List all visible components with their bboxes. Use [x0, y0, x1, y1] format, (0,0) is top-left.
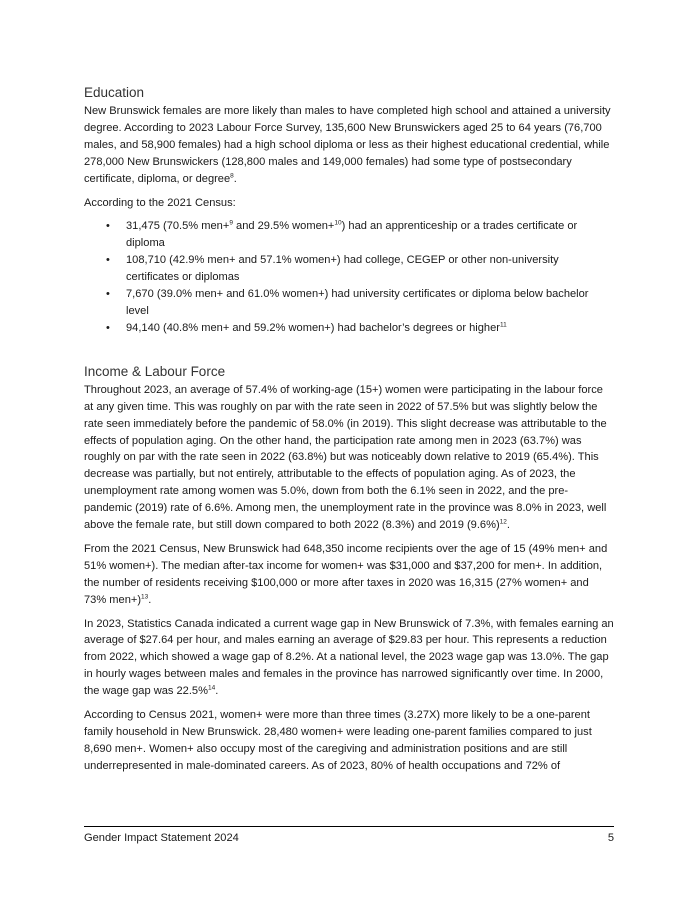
page-content [84, 84, 614, 782]
education-paragraph-text: New Brunswick females are more likely than males to have completed high school and attained a university degree. According to 2023 Labour Force Survey, 135,600 New Brunswickers aged 25 to 64 years (76,700 males, and 58,900 females) had a high school diploma or less as their highest educational credential, while 278,000 New Brunswickers (128,800 males and 149,000 females) had some type of postsecondary certificate, diploma, or degree [84, 105, 611, 185]
census-bullet-list [84, 218, 614, 336]
income-recipients-paragraph: From the 2021 Census, New Brunswick had 648,350 income recipients over the age of 15 (49% men+ and 51% women+). The median after-tax income for women+ was $31,000 and $37,200 for men+. In addition, the number of residents receiving $100,000 or more after taxes in 2020 was 16,315 (27% women+ and 73% men+)$^{13}$. [84, 542, 608, 606]
bullet-icon: • [106, 288, 110, 301]
footnote-ref: 13 [141, 592, 149, 600]
education-paragraph: New Brunswick females are more likely than males to have completed high school and attained a university degree. According to 2023 Labour Force Survey, 135,600 New Brunswickers aged 25 to 64 years (76,700 males, and 58,900 females) had a high school diploma or less as their highest educational credential, while 278,000 New Brunswickers (128,800 males and 149,000 females) had some type of postsecondary certificate, diploma, or degree$^8$. [84, 105, 611, 185]
section-spacer [84, 337, 614, 363]
page-footer [84, 826, 614, 846]
list-item: • 7,670 (39.0% men+ and 61.0% women+) had university certificates or diploma below bachelor level [106, 288, 589, 317]
footer-title: Gender Impact Statement 2024 [84, 832, 239, 844]
page-number: 5 [607, 832, 614, 844]
bullet-icon: • [106, 321, 110, 334]
footnote-ref: 14 [207, 684, 216, 692]
list-item: • 108,710 (42.9% men+ and 57.1% women+) had college, CEGEP or other non-university certificates or diplomas [106, 254, 559, 284]
wage-gap-paragraph: In 2023, Statistics Canada indicated a current wage gap in New Brunswick of 7.3%, with females earning an average of $27.64 per hour, and males earning an average of $29.83 per hour. This represents a reduction from 2022, which showed a wage gap of 8.2%. At a national level, the 2023 wage gap was 13.0%. The gap in hourly wages between males and females in the province has narrowed significantly over time. In 2000, the wage gap was 22.5%$^{14}$. [84, 617, 614, 698]
footnote-ref: 12 [499, 518, 507, 526]
income-heading: Income & Labour Force [84, 363, 226, 379]
bullet-icon: • [106, 220, 110, 233]
footnote-ref: 8 [230, 171, 234, 179]
footnote-ref: 10 [334, 219, 342, 227]
list-item: • 94,140 (40.8% men+ and 59.2% women+) had bachelor’s degrees or higher$^{11}$ [126, 320, 614, 337]
list-item: • 31,475 (70.5% men+$^9$ and 29.5% women+$^{10}$) had an apprenticeship or a trades certificate or diploma [106, 219, 578, 250]
labour-force-paragraph: Throughout 2023, an average of 57.4% of working-age (15+) women were participating in the labour force at any given time. This was roughly on par with the rate seen in 2022 of 57.5% but was slightly below the rate seen immediately before the pandemic of 58.0% (in 2019). This slight decrease was attributable to the effects of population aging. On the other hand, the participation rate among men in 2023 (63.7%) was roughly on par with the rate seen in 2022 (63.8%) but was noticeably down relative to 2019 (65.4%). This decrease was partially, but not entirely, attributable to the effects of population aging. As of 2023, the unemployment rate among women was 5.0%, down from both the 6.1% seen in 2022, and the pre-pandemic (2019) rate of 6.6%. Among men, the unemployment rate in the province was 8.0% in 2023, well above the female rate, but still down compared to both 2022 (8.3%) and 2019 $(9.6\%)^{12}$. [84, 383, 607, 532]
footnote-ref: 9 [229, 219, 233, 227]
one-parent-paragraph: According to Census 2021, women+ were more than three times (3.27X) more likely to be a one-parent family household in New Brunswick. 28,480 women+ were leading one-parent families compared to just 8,690 men+. Women+ also occupy most of the caregiving and administration positions and are still underrepresented in male-dominated careers. As of 2023, 80% of health occupations and 72% of [84, 709, 592, 772]
bullet-icon: • [106, 254, 110, 267]
census-intro: According to the 2021 Census: [84, 196, 236, 209]
education-heading: Education [84, 85, 145, 100]
footnote-ref: 11 [499, 321, 507, 329]
